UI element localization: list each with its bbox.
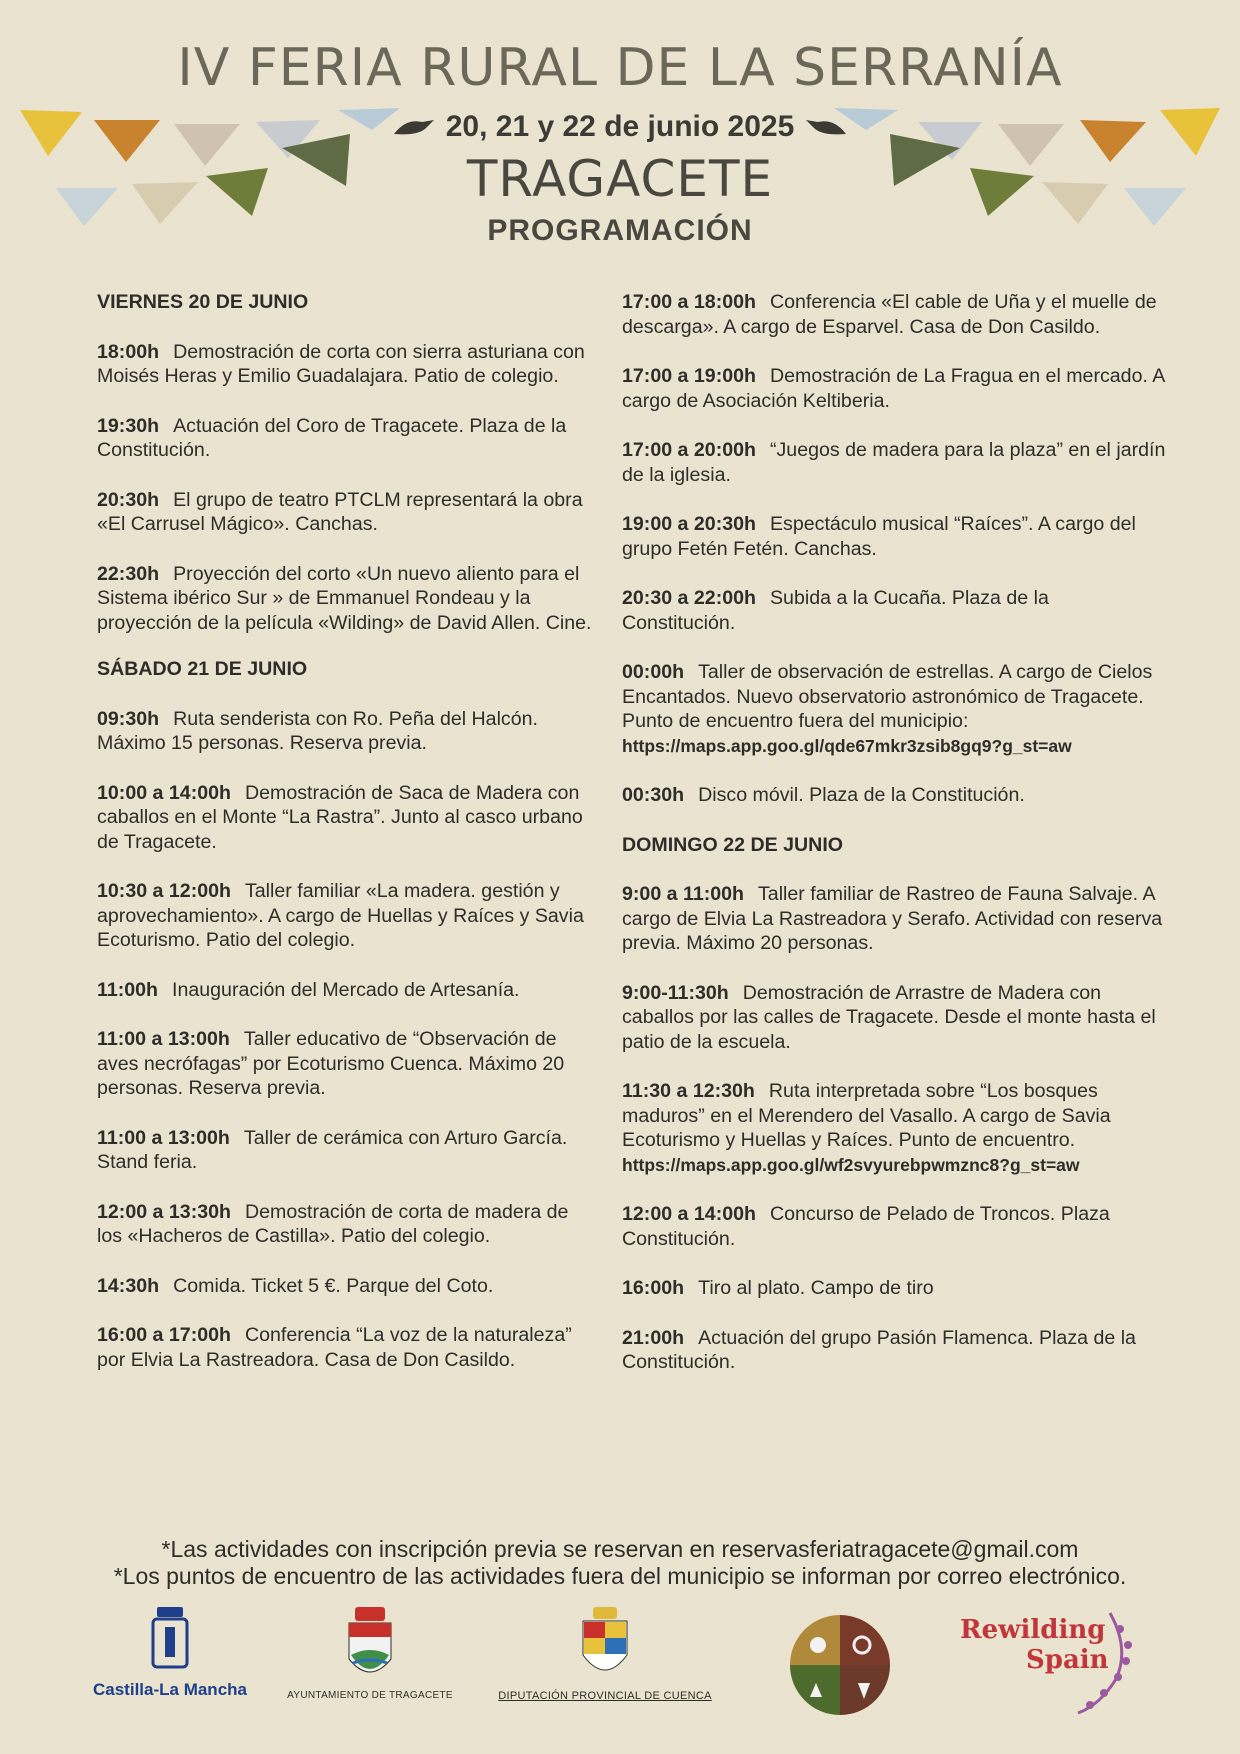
logo-circle-quadrants xyxy=(788,1613,892,1722)
ayto-shield-icon xyxy=(343,1605,397,1685)
event-item: 18:00h Demostración de corta con sierra asturiana con Moisés Heras y Emilio Guadalajara. Patio de colegio. xyxy=(97,340,585,387)
logo-castilla-la-mancha xyxy=(80,1605,260,1700)
event-item-stars: 00:00h Taller de observación de estrellas. A cargo de Cielos Encantados. Nuevo observatorio astronómico de Tragacete. Punto de encuentro fuera del municipio: https://maps.app.goo.gl/qde67mkr3zsib8gq9?g_st=aw xyxy=(622,661,1153,756)
event-item: 10:30 a 12:00h Taller familiar «La madera. gestión y aprovechamiento». A cargo de Huellas y Raíces y Savia Ecoturismo. Patio del colegio. xyxy=(97,880,584,951)
event-item: 21:00h Actuación del grupo Pasión Flamenca. Plaza de la Constitución. xyxy=(622,1326,1136,1373)
bird-right-icon xyxy=(804,116,848,138)
footer-note-meeting-points: *Los puntos de encuentro de las actividades fuera del municipio se informan por correo electrónico. xyxy=(113,1563,1127,1589)
event-item: 17:00 a 19:00h Demostración de La Fragua en el mercado. A cargo de Asociación Keltiberia. xyxy=(622,365,1165,412)
event-item: 19:30h Actuación del Coro de Tragacete. Plaza de la Constitución. xyxy=(97,414,567,461)
right-column xyxy=(622,290,1167,1400)
event-dates-row xyxy=(0,110,1240,144)
map-link[interactable]: https://maps.app.goo.gl/qde67mkr3zsib8gq9?g_st=aw xyxy=(622,735,1072,756)
event-item: 12:00 a 13:30h Demostración de corta de madera de los «Hacheros de Castilla». Patio del colegio. xyxy=(97,1200,569,1247)
event-item: 12:00 a 14:00h Concurso de Pelado de Troncos. Plaza Constitución. xyxy=(622,1203,1110,1250)
rewilding-word: Rewilding xyxy=(960,1615,1106,1645)
left-column xyxy=(97,290,592,1397)
dipu-caption: DIPUTACIÓN PROVINCIAL DE CUENCA xyxy=(498,1690,712,1702)
sponsor-logos xyxy=(0,1605,1240,1725)
event-item: 17:00 a 20:00h “Juegos de madera para la plaza” en el jardín de la iglesia. xyxy=(622,439,1166,486)
event-title: IV FERIA RURAL DE LA SERRANÍA xyxy=(177,38,1063,98)
event-item: 19:00 a 20:30h Espectáculo musical “Raíces”. A cargo del grupo Fetén Fetén. Canchas. xyxy=(622,513,1136,560)
day-heading-friday: VIERNES 20 DE JUNIO xyxy=(97,291,309,313)
nature-quadrant-icon xyxy=(788,1613,892,1717)
logo-diputacion xyxy=(490,1605,720,1702)
event-item: 22:30h Proyección del corto «Un nuevo aliento para el Sistema ibérico Sur » de Emmanuel Rondeau y la proyección de la película «Wilding» de David Allen. Cine. xyxy=(97,562,592,634)
event-item: 14:30h Comida. Ticket 5 €. Parque del Coto. xyxy=(97,1274,494,1297)
event-item: 16:00 a 17:00h Conferencia “La voz de la naturaleza” por Elvia La Rastreadora. Casa de Don Casildo. xyxy=(97,1324,572,1371)
dipu-shield-icon xyxy=(575,1605,635,1685)
event-item: 20:30 a 22:00h Subida a la Cucaña. Plaza de la Constitución. xyxy=(622,587,1049,634)
event-item: 16:00h Tiro al plato. Campo de tiro xyxy=(622,1277,934,1299)
ayto-caption: AYUNTAMIENTO DE TRAGACETE xyxy=(287,1690,453,1701)
event-item: 00:30h Disco móvil. Plaza de la Constitución. xyxy=(622,784,1025,806)
event-item: 09:30h Ruta senderista con Ro. Peña del Halcón. Máximo 15 personas. Reserva previa. xyxy=(97,707,538,754)
day-heading-saturday: SÁBADO 21 DE JUNIO xyxy=(97,658,308,680)
clm-caption: Castilla-La Mancha xyxy=(93,1680,247,1699)
footer-note-reservations: *Las actividades con inscripción previa se reservan en reservasferiatragacete@gmail.com xyxy=(161,1536,1079,1562)
map-link[interactable]: https://maps.app.goo.gl/wf2svyurebpwmznc8?g_st=aw xyxy=(622,1154,1080,1175)
logo-ayuntamiento xyxy=(285,1605,455,1701)
town-name: TRAGACETE xyxy=(466,150,774,208)
logo-rewilding-spain xyxy=(960,1615,1150,1675)
clm-emblem-icon xyxy=(145,1605,195,1675)
event-item: 20:30h El grupo de teatro PTCLM representará la obra «El Carrusel Mágico». Canchas. xyxy=(97,488,583,535)
event-item: 10:00 a 14:00h Demostración de Saca de Madera con caballos en el Monte “La Rastra”. Junto al casco urbano de Tragacete. xyxy=(97,781,583,853)
event-item: 9:00 a 11:00h Taller familiar de Rastreo de Fauna Salvaje. A cargo de Elvia La Rastreadora y Serafo. Actividad con reserva previa. Máximo 20 personas. xyxy=(622,883,1163,954)
event-item-route: 11:30 a 12:30h Ruta interpretada sobre “Los bosques maduros” en el Merendero del Vasallo. A cargo de Savia Ecoturismo y Huellas y Raíces. Punto de encuentro. https://maps.app.goo.gl/wf2svyurebpwmznc8?g_st=aw xyxy=(622,1080,1111,1175)
event-item: 9:00-11:30h Demostración de Arrastre de Madera con caballos por las calles de Tragacete. Desde el monte hasta el patio de la escuela. xyxy=(622,981,1156,1053)
program-heading: PROGRAMACIÓN xyxy=(487,214,753,247)
bird-left-icon xyxy=(392,116,436,138)
footer-notes xyxy=(0,1536,1240,1590)
event-item: 11:00h Inauguración del Mercado de Artesanía. xyxy=(97,978,520,1001)
header xyxy=(0,38,1240,248)
plant-sprig-icon xyxy=(1070,1609,1150,1719)
event-item: 11:00 a 13:00h Taller de cerámica con Arturo García. Stand feria. xyxy=(97,1126,568,1173)
day-heading-sunday: DOMINGO 22 DE JUNIO xyxy=(622,833,844,856)
meeting-point-label: Punto de encuentro fuera del municipio: xyxy=(622,710,969,732)
event-item: 11:00 a 13:00h Taller educativo de “Observación de aves necrófagas” por Ecoturismo Cuenca. Máximo 20 personas. Reserva previa. xyxy=(97,1028,565,1099)
event-item: 17:00 a 18:00h Conferencia «El cable de Uña y el muelle de descarga». A cargo de Esparvel. Casa de Don Casildo. xyxy=(622,291,1157,338)
spain-word: Spain xyxy=(1026,1645,1109,1675)
event-dates: 20, 21 y 22 de junio 2025 xyxy=(445,110,795,143)
